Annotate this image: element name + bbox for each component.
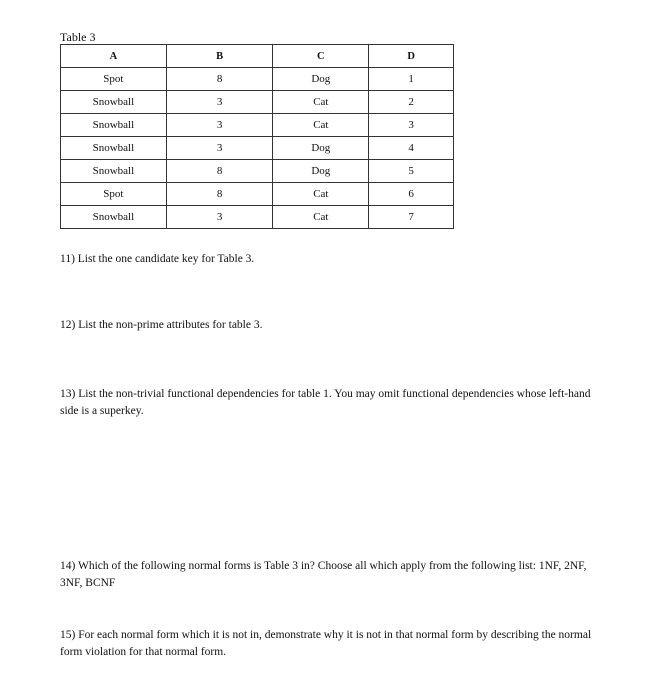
table-cell: 3 (166, 137, 273, 160)
table-row (61, 137, 454, 160)
question-14: 14) Which of the following normal forms is Table 3 in? Choose all which apply from the following list: 1NF, 2NF, 3NF, BCNF (60, 560, 587, 589)
table-cell: Cat (273, 114, 369, 137)
table-cell: Dog (273, 68, 369, 91)
table-cell: 3 (166, 206, 273, 229)
table-cell: 3 (166, 114, 273, 137)
table-cell: Snowball (61, 137, 167, 160)
table-cell: 8 (166, 160, 273, 183)
table-cell: Cat (273, 91, 369, 114)
table-cell: Cat (273, 183, 369, 206)
table-cell: Spot (61, 183, 167, 206)
question-12: 12) List the non-prime attributes for table 3. (60, 319, 263, 331)
table-cell: Dog (273, 137, 369, 160)
column-header-d: D (369, 45, 454, 68)
table-cell: 8 (166, 68, 273, 91)
table-cell: 3 (369, 114, 454, 137)
table-header-row (61, 45, 454, 68)
table-cell: 7 (369, 206, 454, 229)
question-15: 15) For each normal form which it is not in, demonstrate why it is not in that normal form by describing the normal form violation for that normal form. (60, 629, 592, 658)
table-cell: 4 (369, 137, 454, 160)
table-cell: Spot (61, 68, 167, 91)
table-row (61, 91, 454, 114)
table-caption: Table 3 (60, 30, 96, 44)
table-row (61, 114, 454, 137)
table-cell: Dog (273, 160, 369, 183)
question-13: 13) List the non-trivial functional dependencies for table 1. You may omit functional dependencies whose left-hand side is a superkey. (60, 388, 591, 417)
column-header-c: C (273, 45, 369, 68)
table-cell: Snowball (61, 114, 167, 137)
table-cell: Snowball (61, 91, 167, 114)
table-cell: 5 (369, 160, 454, 183)
table-cell: 2 (369, 91, 454, 114)
table-cell: Cat (273, 206, 369, 229)
column-header-a: A (61, 45, 167, 68)
table-cell: 3 (166, 91, 273, 114)
table-cell: Snowball (61, 206, 167, 229)
data-table (60, 44, 454, 229)
table-cell: Snowball (61, 160, 167, 183)
table-row (61, 183, 454, 206)
table-row (61, 68, 454, 91)
question-11: 11) List the one candidate key for Table 3. (60, 253, 255, 265)
table-cell: 8 (166, 183, 273, 206)
table-row (61, 206, 454, 229)
table-cell: 6 (369, 183, 454, 206)
column-header-b: B (166, 45, 273, 68)
table-row (61, 160, 454, 183)
table-cell: 1 (369, 68, 454, 91)
